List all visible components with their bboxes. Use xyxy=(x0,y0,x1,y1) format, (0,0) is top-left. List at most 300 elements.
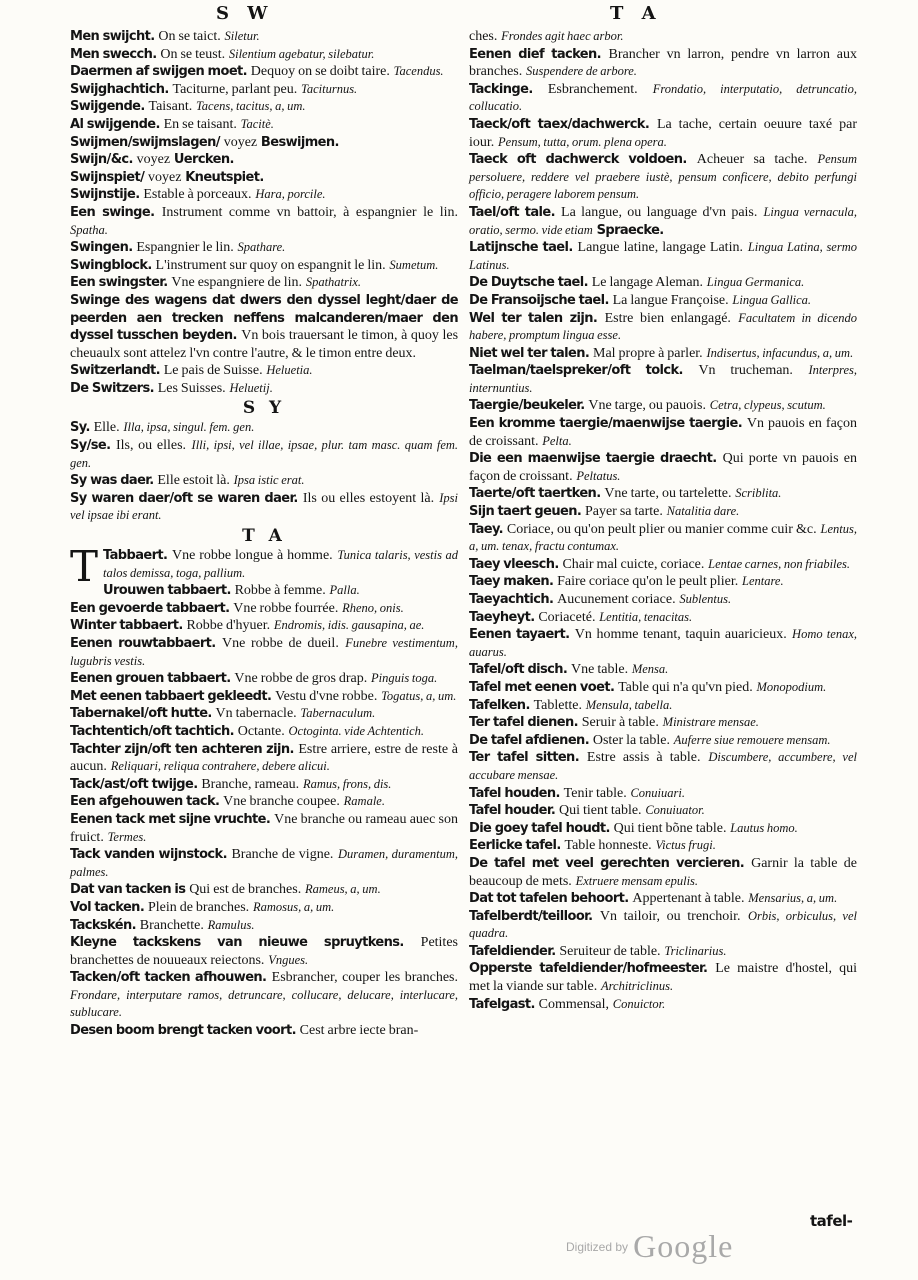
latin-equivalent: Spathare. xyxy=(237,240,286,255)
french-translation: Vne espangniere de lin. xyxy=(171,275,303,291)
latin-equivalent: Termes. xyxy=(107,829,147,844)
dictionary-entry xyxy=(70,362,458,380)
headword: Sijn taert geuen. xyxy=(469,504,582,520)
dictionary-entry xyxy=(469,785,857,803)
french-translation: Vne targe, ou pauois. xyxy=(588,398,706,414)
latin-equivalent: Tacens, tacitus, a, um. xyxy=(196,99,306,114)
latin-equivalent: Spatha. xyxy=(70,222,108,237)
french-translation: L'instrument sur quoy on espangnit le lin. xyxy=(155,257,386,273)
headword: Taeyheyt. xyxy=(469,609,535,625)
latin-equivalent: Scriblita. xyxy=(735,486,782,501)
latin-equivalent: Vngues. xyxy=(268,952,309,967)
latin-equivalent: Mensarius, a, um. xyxy=(748,891,838,906)
headword: Taeyachtich. xyxy=(469,592,554,607)
french-translation: Oster la table. xyxy=(592,732,670,748)
dictionary-entry xyxy=(469,837,857,855)
latin-equivalent: Monopodium. xyxy=(756,679,827,694)
headword: Taey. xyxy=(469,521,504,537)
french-translation: Espangnier le lin. xyxy=(136,240,234,256)
dictionary-entry xyxy=(469,292,857,310)
dictionary-entry xyxy=(70,81,458,99)
dictionary-entry xyxy=(469,28,857,46)
headword: Tafel houden. xyxy=(469,785,560,801)
latin-equivalent: Suspendere de arbore. xyxy=(526,64,637,79)
headword: Eerlicke tafel. xyxy=(469,838,561,854)
latin-equivalent: Homo tenax, auarus. xyxy=(469,627,857,659)
french-translation: La langue Françoise. xyxy=(612,292,729,308)
dictionary-entry xyxy=(70,635,458,670)
french-translation: Coriaceté. xyxy=(538,609,596,625)
french-translation: Petites branchettes de nouueaux reiectons. xyxy=(70,935,458,968)
latin-equivalent: Discumbere, accumbere, vel accubare mensae. xyxy=(469,750,857,782)
french-translation: Ils ou elles estoyent là. xyxy=(302,490,435,506)
dictionary-entry xyxy=(469,362,857,397)
latin-equivalent: Hara, porcile. xyxy=(255,187,326,202)
latin-equivalent: Peltatus. xyxy=(576,468,621,483)
dictionary-entry xyxy=(469,697,857,715)
headword: Men swecch. xyxy=(70,46,157,62)
headword: Die een maenwijse taergie draecht. xyxy=(469,451,717,467)
headword: Men swijcht. xyxy=(70,29,155,44)
headword: Taeck/oft taex/dachwerck. xyxy=(469,116,650,132)
latin-equivalent: Victus frugi. xyxy=(655,838,716,853)
french-translation: On se taict. xyxy=(158,29,221,44)
dictionary-entry xyxy=(469,239,857,274)
french-translation: Faire coriace qu'on le peult plier. xyxy=(557,574,739,590)
dictionary-entry xyxy=(70,151,458,169)
headword: Tafelken. xyxy=(469,697,530,713)
dictionary-entry xyxy=(70,688,458,706)
latin-equivalent: Illi, ipsi, vel illae, ipsae, plur. tam masc. quam fem. gen. xyxy=(70,438,459,470)
french-translation: Cest arbre iecte bran- xyxy=(299,1023,419,1039)
headword: Tafelberdt/teilloor. xyxy=(469,908,593,924)
headword: Latijnsche tael. xyxy=(469,240,573,256)
latin-equivalent: Rameus, a, um. xyxy=(304,882,381,897)
headword: De Duytsche tael. xyxy=(469,275,588,291)
headword: Taelman/taelspreker/oft tolck. xyxy=(469,363,683,379)
headword: Een afgehouwen tack. xyxy=(70,794,220,810)
french-translation: Vne robbe de gros drap. xyxy=(234,671,368,687)
latin-equivalent: Tabernaculum. xyxy=(300,706,376,721)
dictionary-entry xyxy=(70,239,458,257)
french-translation: Taciturne, parlant peu. xyxy=(172,81,298,97)
section-heading: T A xyxy=(242,526,286,547)
latin-equivalent: Extruere mensam epulis. xyxy=(575,873,699,888)
dictionary-entry xyxy=(469,415,857,450)
french-translation: On se teust. xyxy=(160,46,226,62)
headword: De Fransoijsche tael. xyxy=(469,292,609,308)
headword: Swijmen/swijmslagen/ xyxy=(70,134,220,150)
latin-equivalent: Togatus, a, um. xyxy=(381,688,457,703)
french-translation: Mal propre à parler. xyxy=(593,345,703,361)
headword: Sy was daer. xyxy=(70,473,154,489)
french-translation: Elle estoit là. xyxy=(157,473,230,489)
dictionary-entry xyxy=(70,899,458,917)
latin-equivalent: Triclinarius. xyxy=(664,943,727,958)
dictionary-entry xyxy=(469,714,857,732)
dictionary-entry xyxy=(469,46,857,81)
dictionary-entry xyxy=(469,503,857,521)
french-translation: Coriace, ou qu'on peult plier ou manier comme cuir &c. xyxy=(506,521,817,537)
french-translation: Vn pauois en façon de croissant. xyxy=(469,416,857,449)
dictionary-entry xyxy=(469,204,857,239)
latin-equivalent: Tacendus. xyxy=(393,64,444,79)
watermark-prefix: Digitized by xyxy=(566,1240,629,1254)
dictionary-entry xyxy=(70,380,458,398)
latin-equivalent: Tacitè. xyxy=(240,116,274,131)
headword: Tachtentich/oft tachtich. xyxy=(70,723,234,739)
dictionary-entry xyxy=(70,204,458,239)
latin-equivalent: Sumetum. xyxy=(389,257,439,272)
dictionary-entry xyxy=(70,600,458,618)
french-translation: Qui tient bõne table. xyxy=(613,820,727,836)
dictionary-entry xyxy=(70,811,458,846)
headword: De tafel afdienen. xyxy=(469,732,590,748)
headword: De tafel met veel gerechten vercieren. xyxy=(469,855,745,871)
latin-equivalent: Cetra, clypeus, scutum. xyxy=(709,398,826,413)
headword: Swijghachtich. xyxy=(70,81,169,97)
headword: Swinge des wagens dat dwers den dyssel leght/daer de peerden aen trecken neffens malcanderen/maer den dyssel tusschen beyden. xyxy=(70,292,458,344)
french-translation: Robbe d'hyuer. xyxy=(186,618,271,634)
headword: Een swingster. xyxy=(70,275,168,291)
latin-equivalent: Funebre vestimentum, lugubris vestis. xyxy=(70,636,458,668)
headword: Tacken/oft tacken afhouwen. xyxy=(70,970,267,986)
dictionary-entry xyxy=(469,485,857,503)
french-translation: Vn trucheman. xyxy=(698,363,793,379)
dictionary-entry xyxy=(70,46,458,64)
headword: Met eenen tabbaert gekleedt. xyxy=(70,688,272,704)
dictionary-entry xyxy=(469,591,857,609)
latin-equivalent: Lingua Gallica. xyxy=(732,292,812,307)
latin-equivalent: Tunica talaris, vestis ad talos demissa, toga, pallium. xyxy=(103,548,459,580)
headword: Ter tafel dienen. xyxy=(469,715,578,731)
dictionary-entry xyxy=(469,960,857,995)
headword: Een kromme taergie/maenwijse taergie. xyxy=(469,416,743,432)
headword: Sy. xyxy=(70,420,90,436)
dictionary-entry xyxy=(70,1022,458,1040)
digitized-by-watermark xyxy=(566,1228,733,1265)
latin-equivalent: Ramus, frons, dis. xyxy=(302,776,392,791)
french-translation: Garnir la table de beaucoup de mets. xyxy=(469,855,857,889)
latin-equivalent: Octoginta. vide Achtentich. xyxy=(288,723,425,738)
latin-equivalent: Conuictor. xyxy=(612,996,666,1011)
latin-equivalent: Reliquari, reliqua contrahere, debere alicui. xyxy=(110,759,330,774)
french-translation: Dequoy on se doibt taire. xyxy=(250,64,390,80)
dictionary-entry xyxy=(469,151,857,204)
latin-equivalent: Lentae carnes, non friabiles. xyxy=(708,556,851,571)
french-translation: Taisant. xyxy=(148,99,193,115)
french-translation: Plein de branches. xyxy=(147,899,250,915)
headword: Opperste tafeldiender/hofmeester. xyxy=(469,961,708,977)
headword: Niet wel ter talen. xyxy=(469,345,590,361)
headword: Tachter zijn/oft ten achteren zijn. xyxy=(70,741,294,757)
french-translation: Acheuer sa tache. xyxy=(696,152,808,168)
cross-reference: Beswijmen. xyxy=(260,134,339,150)
dictionary-entry xyxy=(469,310,857,345)
dictionary-entry xyxy=(70,490,458,525)
latin-equivalent: Endromis, idis. gausapina, ae. xyxy=(273,618,425,633)
latin-equivalent: Ipsa istic erat. xyxy=(233,473,305,488)
dictionary-entry xyxy=(469,732,857,750)
dictionary-entry xyxy=(70,793,458,811)
dictionary-entry xyxy=(70,63,458,81)
latin-equivalent: Palla. xyxy=(329,583,360,598)
french-translation: voyez xyxy=(136,152,171,168)
headword: Wel ter talen zijn. xyxy=(469,310,598,326)
dictionary-entry xyxy=(70,917,458,935)
headword: Swijnspiet/ xyxy=(70,169,145,185)
headword: Switzerlandt. xyxy=(70,363,160,379)
latin-equivalent: Pinguis toga. xyxy=(371,671,438,686)
french-translation: Esbrancher, couper les branches. xyxy=(271,970,458,986)
latin-equivalent: Ramulus. xyxy=(207,917,255,932)
dictionary-entry xyxy=(70,472,458,490)
dictionary-entry xyxy=(469,802,857,820)
french-translation: Tenir table. xyxy=(563,785,627,801)
french-translation: Elle. xyxy=(93,420,120,436)
dictionary-entry xyxy=(469,943,857,961)
cross-reference: Kneutspiet. xyxy=(185,169,264,185)
headword: Tael/oft tale. xyxy=(469,204,555,220)
french-translation: Vne robbe fourrée. xyxy=(233,600,339,616)
latin-equivalent: Mensa. xyxy=(631,662,669,677)
dictionary-entry xyxy=(70,437,458,472)
latin-equivalent: Natalitia dare. xyxy=(666,504,740,519)
headword: Die goey tafel houdt. xyxy=(469,820,610,836)
headword: Eenen tayaert. xyxy=(469,627,570,643)
dictionary-entry xyxy=(469,397,857,415)
french-translation: voyez xyxy=(223,134,258,150)
headword: Urouwen tabbaert. xyxy=(103,583,231,599)
french-translation: Table honneste. xyxy=(564,838,652,854)
latin-equivalent: Spathatrix. xyxy=(305,275,362,290)
latin-equivalent: Interpres, internuntius. xyxy=(469,363,857,395)
latin-equivalent: Pensum, tutta, orum. plena opera. xyxy=(498,134,667,149)
headword: Tack/ast/oft twijge. xyxy=(70,776,198,792)
headword: Swijn/&c. xyxy=(70,152,133,168)
french-translation: Brancher vn larron, pendre vn larron aux branches. xyxy=(469,46,857,80)
headword: Desen boom brengt tacken voort. xyxy=(70,1023,296,1039)
headword: Taerte/oft taertken. xyxy=(469,486,601,502)
dictionary-entry xyxy=(70,28,458,46)
french-translation: Les Suisses. xyxy=(157,380,226,396)
dictionary-entry xyxy=(70,705,458,723)
latin-equivalent: Frondatio, interputatio, detruncatio, collucatio. xyxy=(469,81,857,114)
latin-equivalent: Lautus homo. xyxy=(730,820,798,835)
cross-reference: Spraecke. xyxy=(596,222,664,238)
latin-equivalent: Facultatem in dicendo habere, promptum lingua esse. xyxy=(469,310,857,343)
latin-equivalent: Conuiuator. xyxy=(645,803,705,818)
latin-equivalent: Pensum persoluere, reddere vel praebere iustè, pensum conficere, debito perfungi officio, peragere laborem pensum. xyxy=(469,152,858,202)
latin-equivalent: Lentare. xyxy=(742,574,784,589)
section-heading: S Y xyxy=(242,398,286,419)
latin-equivalent: Heluetia. xyxy=(266,363,313,378)
dictionary-entry xyxy=(469,609,857,627)
headword: Eenen rouwtabbaert. xyxy=(70,636,216,651)
headword: Tafeldiender. xyxy=(469,943,556,959)
latin-equivalent: Lentus, a, um. tenax, fractu contumax. xyxy=(469,521,857,554)
french-translation: Vne branche coupee. xyxy=(223,794,340,810)
latin-equivalent: Rheno, onis. xyxy=(342,600,404,615)
headword: Ter tafel sitten. xyxy=(469,750,580,766)
google-logo: Google xyxy=(633,1228,734,1264)
french-translation: Vn bois trauersant le timon, à quoy les cheuaulx sont attelez l'vn contre l'autre, & le timon entre deux. xyxy=(70,328,459,361)
french-translation: Tablette. xyxy=(533,697,582,713)
latin-equivalent: Architriclinus. xyxy=(601,979,674,994)
french-translation: Qui tient table. xyxy=(558,803,642,819)
headword: Tack vanden wijnstock. xyxy=(70,847,227,863)
latin-equivalent: Frondare, interputare ramos, detruncare, collucare, delucare, interlucare, sublucare. xyxy=(70,987,458,1020)
french-translation: Branchette. xyxy=(139,917,204,933)
headword: De Switzers. xyxy=(70,380,154,396)
headword: Swijnstije. xyxy=(70,187,140,203)
dictionary-entry xyxy=(70,741,458,776)
headword: Taergie/beukeler. xyxy=(469,398,585,414)
cross-reference: Uercken. xyxy=(173,152,234,168)
french-translation: Vne branche ou rameau auec son fruict. xyxy=(70,811,458,845)
headword: Tabbaert. xyxy=(103,548,168,564)
headword: Eenen tack met sijne vruchte. xyxy=(70,811,271,827)
french-translation: Branche de vigne. xyxy=(231,847,334,863)
headword: Al swijgende. xyxy=(70,116,160,132)
french-translation: Estre bien enlangagé. xyxy=(604,310,731,326)
dictionary-entry xyxy=(70,723,458,741)
catchword: tafel- xyxy=(810,1212,853,1230)
headword: Tabernakel/oft hutte. xyxy=(70,706,212,722)
drop-cap: T xyxy=(70,542,99,592)
latin-equivalent: Pelta. xyxy=(542,433,572,448)
french-translation: Langue latine, langage Latin. xyxy=(577,240,743,256)
french-translation: Vestu d'vne robbe. xyxy=(275,688,378,704)
latin-equivalent: Taciturnus. xyxy=(301,81,358,96)
headword: Taey maken. xyxy=(469,574,554,590)
french-translation: Instrument comme vn battoir, à espangnier le lin. xyxy=(161,204,459,220)
left-column xyxy=(70,28,458,1040)
french-translation: Estre assis à table. xyxy=(586,750,701,766)
french-translation: Aucunement coriace. xyxy=(557,592,676,607)
headword: Dat tot tafelen behoort. xyxy=(469,891,629,907)
latin-equivalent: Siletur. xyxy=(224,29,260,43)
latin-equivalent: Indisertus, infacundus, a, um. xyxy=(706,345,854,360)
dictionary-entry xyxy=(469,521,857,556)
dictionary-entry xyxy=(469,573,857,591)
dictionary-entry xyxy=(469,661,857,679)
dictionary-entry xyxy=(469,908,857,943)
running-head-left: S W xyxy=(216,3,274,24)
headword: Tafelgast. xyxy=(469,996,535,1012)
latin-equivalent: Frondes agit haec arbor. xyxy=(501,29,624,43)
headword: Swingblock. xyxy=(70,257,152,273)
dictionary-entry xyxy=(70,169,458,187)
french-translation: Qui porte vn pauois en façon de croissant. xyxy=(469,451,857,484)
running-head-right: T A xyxy=(610,3,662,24)
dictionary-entry xyxy=(70,881,458,899)
french-translation: Chair mal cuicte, coriace. xyxy=(562,556,705,572)
french-translation: Vn homme tenant, taquin auaricieux. xyxy=(574,627,787,643)
latin-equivalent: Ministrare mensae. xyxy=(662,715,759,730)
latin-equivalent: Orbis, orbiculus, vel quadra. xyxy=(469,908,857,941)
french-translation: Le maistre d'hostel, qui met la viande sur table. xyxy=(469,961,857,995)
dictionary-entry xyxy=(70,670,458,688)
latin-equivalent: Duramen, duramentum, palmes. xyxy=(70,847,458,879)
headword: Sy waren daer/oft se waren daer. xyxy=(70,490,298,506)
dictionary-entry xyxy=(70,934,458,969)
headword: Dat van tacken is xyxy=(70,882,186,898)
dictionary-entry xyxy=(70,98,458,116)
french-translation: Vn tailoir, ou trenchoir. xyxy=(599,908,741,924)
latin-equivalent: Ramale. xyxy=(343,794,385,809)
headword: Tafel/oft disch. xyxy=(469,662,568,678)
french-translation: Vne robbe longue à homme. xyxy=(172,548,333,564)
latin-equivalent: Sublentus. xyxy=(679,592,732,606)
french-translation: Seruir à table. xyxy=(581,715,659,731)
dictionary-entry xyxy=(70,292,458,362)
french-translation: Vne table. xyxy=(571,662,629,678)
french-translation: Octante. xyxy=(237,723,285,739)
french-translation: Robbe à femme. xyxy=(234,583,326,599)
dictionary-entry xyxy=(469,626,857,661)
dictionary-entry xyxy=(469,116,857,151)
dictionary-entry xyxy=(469,749,857,784)
headword: Tackskén. xyxy=(70,917,136,933)
french-translation: Payer sa tarte. xyxy=(584,504,663,520)
dictionary-entry xyxy=(469,274,857,292)
headword: Een swinge. xyxy=(70,204,155,220)
french-translation: Le langage Aleman. xyxy=(591,275,704,291)
french-translation: La langue, ou language d'vn pais. xyxy=(561,204,758,220)
dictionary-entry xyxy=(469,679,857,697)
french-translation: Vne tarte, ou tartelette. xyxy=(604,486,732,502)
french-translation: Le pais de Suisse. xyxy=(163,363,263,379)
latin-equivalent: Auferre siue remouere mensam. xyxy=(673,732,831,747)
latin-equivalent: Ramosus, a, um. xyxy=(252,899,335,914)
dictionary-entry xyxy=(469,81,857,116)
french-translation: Commensal, xyxy=(538,996,610,1012)
dictionary-entry xyxy=(70,186,458,204)
dictionary-entry xyxy=(70,116,458,134)
headword: Tackinge. xyxy=(469,81,533,97)
french-translation: Estre arriere, estre de reste à aucun. xyxy=(70,741,458,775)
dictionary-entry xyxy=(70,617,458,635)
french-translation: En se taisant. xyxy=(163,116,237,132)
dictionary-entry xyxy=(70,969,458,1022)
dictionary-entry xyxy=(70,257,458,275)
headword: Sy/se. xyxy=(70,438,111,454)
french-translation: Ils, ou elles. xyxy=(115,438,187,454)
right-column xyxy=(469,28,857,1013)
headword: Taeck oft dachwerck voldoen. xyxy=(469,152,687,168)
headword: Swingen. xyxy=(70,240,133,256)
french-translation: voyez xyxy=(147,169,182,185)
french-translation: La tache, certain oeuure taxé par iour. xyxy=(469,116,857,150)
dictionary-entry xyxy=(70,846,458,881)
latin-equivalent: Ipsi vel ipsae ibi erant. xyxy=(70,490,458,523)
french-translation: Vne robbe de dueil. xyxy=(222,636,339,651)
headword: Winter tabbaert. xyxy=(70,618,183,634)
dictionary-entry xyxy=(469,345,857,363)
headword: Tafel met eenen voet. xyxy=(469,679,615,695)
headword: Eenen dief tacken. xyxy=(469,46,602,62)
latin-equivalent: Lentitia, tenacitas. xyxy=(599,609,693,624)
french-translation: ches. xyxy=(469,29,498,44)
latin-equivalent: Lingua vernacula, oratio, sermo. vide etiam xyxy=(469,204,857,237)
dictionary-entry xyxy=(70,582,458,600)
headword: Tafel houder. xyxy=(469,803,556,819)
headword: Een gevoerde tabbaert. xyxy=(70,600,230,616)
dictionary-entry xyxy=(469,556,857,574)
latin-equivalent: Heluetij. xyxy=(229,380,273,395)
dictionary-entry xyxy=(469,855,857,890)
